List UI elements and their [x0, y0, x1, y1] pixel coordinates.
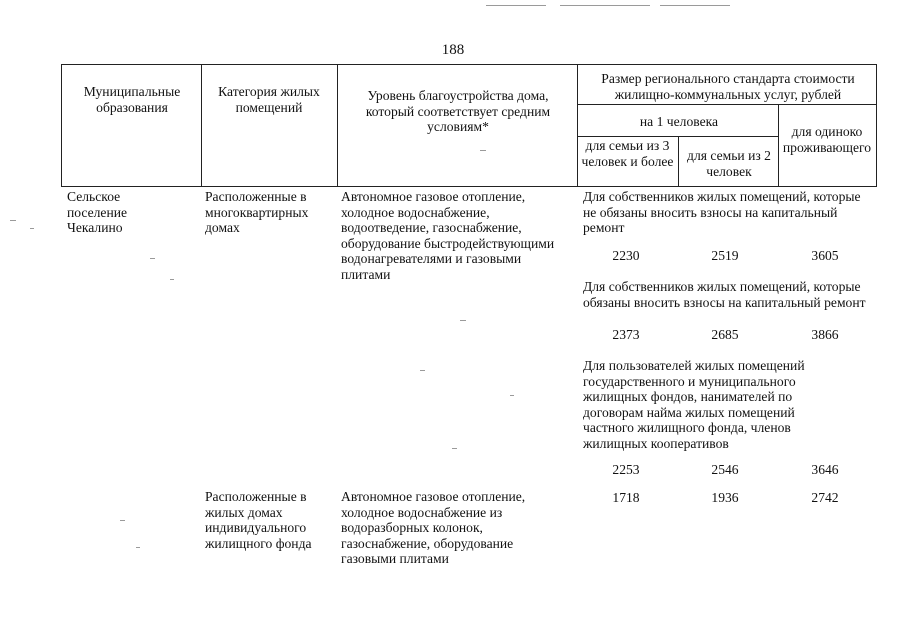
- header-level: Уровень благоустройства дома, который соответствует средним условиям*: [365, 88, 551, 134]
- row1-level: Автономное газовое отопление, холодное водоснабжение, водоотведение, газоснабжение, оборудование быстродействующими водонагревателями и газовыми плитами: [341, 189, 555, 282]
- header-municipal: Муниципальные образования: [83, 84, 181, 115]
- group2-label: Для собственников жилых помещений, которые обязаны вносить взносы на капитальный ремонт: [583, 279, 866, 310]
- header-family3: для семьи из 3 человек и более: [581, 138, 674, 169]
- group2-family2-value: 2685: [711, 327, 739, 342]
- row2-category: Расположенные в жилых домах индивидуального жилищного фонда: [205, 489, 312, 551]
- group2-single-value: 3866: [811, 327, 839, 342]
- group1-family2-value: 2519: [711, 248, 739, 263]
- header-single: для одиноко проживающего: [782, 124, 872, 155]
- row2-family3-value: 1718: [612, 490, 640, 505]
- header-category: Категория жилых помещений: [218, 84, 320, 115]
- group3-family2-value: 2546: [711, 462, 739, 477]
- municipality-cell: Сельское поселение Чекалино: [67, 189, 128, 235]
- group2-family3-value: 2373: [612, 327, 640, 342]
- group1-label: Для собственников жилых помещений, которые не обязаны вносить взносы на капитальный ремонт: [583, 189, 861, 235]
- header-per-person: на 1 человека: [639, 114, 719, 129]
- group3-single-value: 3646: [811, 462, 839, 477]
- row1-category: Расположенные в многоквартирных домах: [205, 189, 309, 235]
- group3-label: Для пользователей жилых помещений государственного и муниципального жилищных фондов, нанимателей по договорам найма жилых помещений частного жилищного фонда, членов жилищных кооперативов: [583, 358, 805, 451]
- header-family2: для семьи из 2 человек: [687, 148, 771, 179]
- row2-family2-value: 1936: [711, 490, 739, 505]
- header-standard: Размер регионального стандарта стоимости жилищно-коммунальных услуг, рублей: [601, 71, 855, 102]
- row2-level: Автономное газовое отопление, холодное водоснабжение из водоразборных колонок, газоснабжение, оборудование газовыми плитами: [341, 489, 526, 566]
- page-number: 188: [441, 42, 465, 58]
- group1-family3-value: 2230: [612, 248, 640, 263]
- row2-single-value: 2742: [811, 490, 839, 505]
- group1-single-value: 3605: [811, 248, 839, 263]
- group3-family3-value: 2253: [612, 462, 640, 477]
